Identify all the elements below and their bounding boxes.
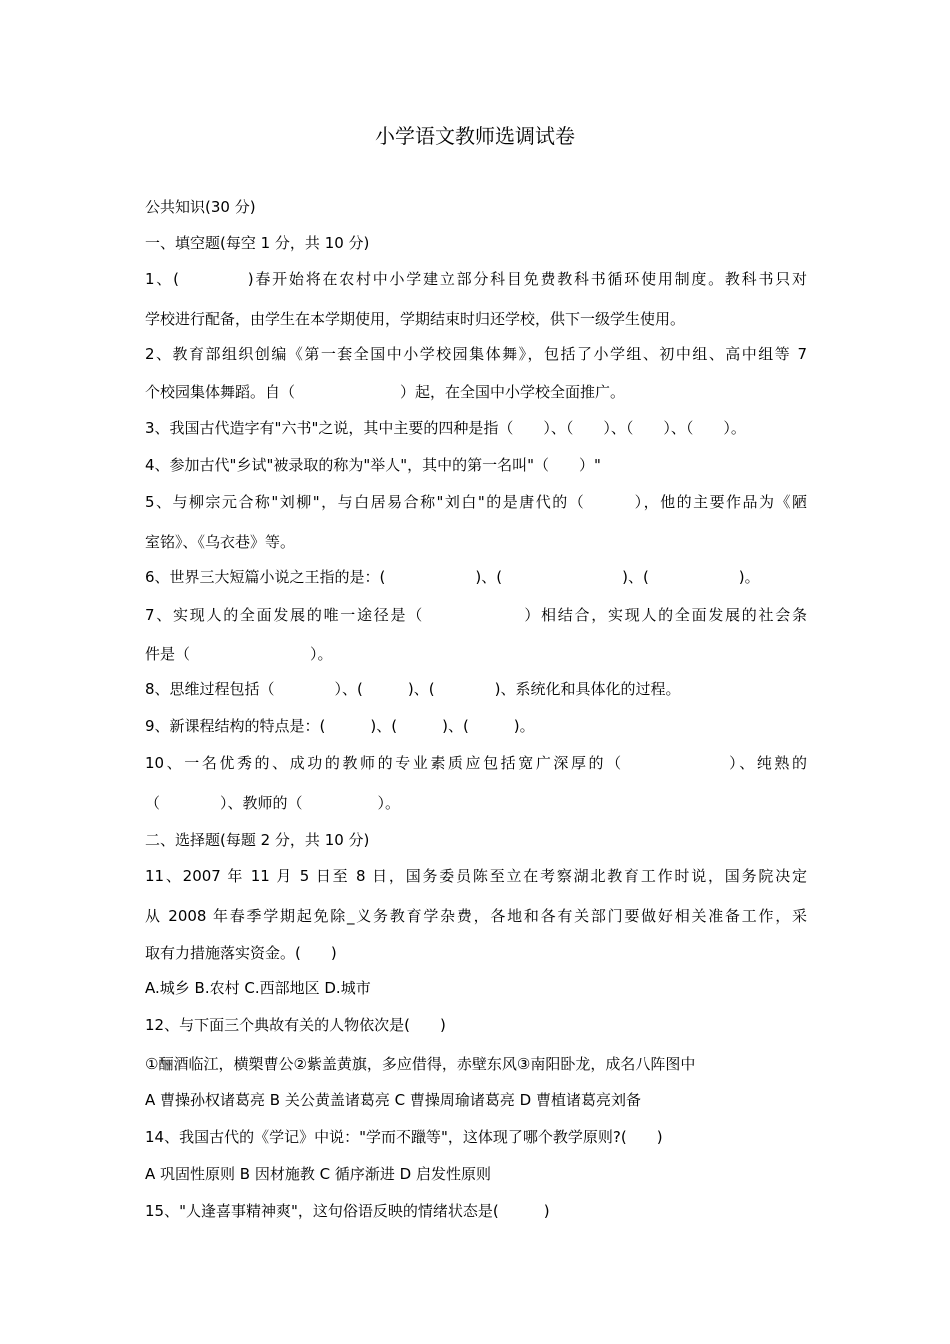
question-8: 8、思维过程包括（ ）、( )、( )、系统化和具体化的过程。 <box>145 680 681 698</box>
question-5-line-2: 室铭》、《乌衣巷》等。 <box>145 533 296 551</box>
question-15: 15、"人逢喜事精神爽"，这句俗语反映的情绪状态是( ) <box>145 1202 550 1220</box>
document-title: 小学语文教师选调试卷 <box>375 124 575 148</box>
question-12-allusions: ①酾酒临江，横槊曹公②紫盖黄旗，多应借得，赤壁东风③南阳卧龙，成名八阵图中 <box>145 1055 696 1073</box>
question-10-line-1: 10、一名优秀的、成功的教师的专业素质应包括宽广深厚的（ ）、纯熟的 <box>145 754 807 772</box>
question-7-line-1: 7、实现人的全面发展的唯一途径是（ ）相结合，实现人的全面发展的社会条 <box>145 606 807 624</box>
question-3: 3、我国古代造字有"六书"之说，其中主要的四种是指（ ）、（ ）、（ ）、（ ）。 <box>145 419 746 437</box>
question-7-line-2: 件是（ ）。 <box>145 645 333 663</box>
question-4: 4、参加古代"乡试"被录取的称为"举人"，其中的第一名叫"（ ）" <box>145 456 601 474</box>
question-2-line-1: 2、教育部组织创编《第一套全国中小学校园集体舞》，包括了小学组、初中组、高中组等 7 <box>145 345 807 363</box>
question-11-line-3: 取有力措施落实资金。( ) <box>145 944 337 962</box>
question-14: 14、我国古代的《学记》中说："学而不躐等"，这体现了哪个教学原则?( ) <box>145 1128 663 1146</box>
question-1-line-1: 1、( )春开始将在农村中小学建立部分科目免费教科书循环使用制度。教科书只对 <box>145 270 807 288</box>
question-14-options: A 巩固性原则 B 因材施教 C 循序渐进 D 启发性原则 <box>145 1165 491 1183</box>
question-6: 6、世界三大短篇小说之王指的是：( )、( )、( )。 <box>145 568 760 586</box>
question-9: 9、新课程结构的特点是：( )、( )、( )。 <box>145 717 535 735</box>
question-1-line-2: 学校进行配备，由学生在本学期使用，学期结束时归还学校，供下一级学生使用。 <box>145 310 686 328</box>
question-11-line-2: 从 2008 年春季学期起免除_义务教育学杂费，各地和各有关部门要做好相关准备工作，采 <box>145 907 807 925</box>
section-header-fill-blank: 一、填空题(每空 1 分，共 10 分) <box>145 234 370 252</box>
question-12-options: A 曹操孙权诸葛亮 B 关公黄盖诸葛亮 C 曹操周瑜诸葛亮 D 曹植诸葛亮刘备 <box>145 1091 641 1109</box>
question-2-line-2: 个校园集体舞蹈。自（ ）起，在全国中小学校全面推广。 <box>145 383 626 401</box>
section-header-multiple-choice: 二、选择题(每题 2 分，共 10 分) <box>145 831 370 849</box>
question-5-line-1: 5、与柳宗元合称"刘柳"，与白居易合称"刘白"的是唐代的（ ），他的主要作品为《陋 <box>145 493 807 511</box>
section-header-public-knowledge: 公共知识(30 分) <box>145 198 256 216</box>
question-10-line-2: （ ）、教师的（ ）。 <box>145 794 401 812</box>
question-11-line-1: 11、2007 年 11 月 5 日至 8 日，国务委员陈至立在考察湖北教育工作时说，国务院决定 <box>145 867 807 885</box>
question-11-options: A.城乡 B.农村 C.西部地区 D.城市 <box>145 979 371 997</box>
question-12: 12、与下面三个典故有关的人物依次是( ) <box>145 1016 446 1034</box>
